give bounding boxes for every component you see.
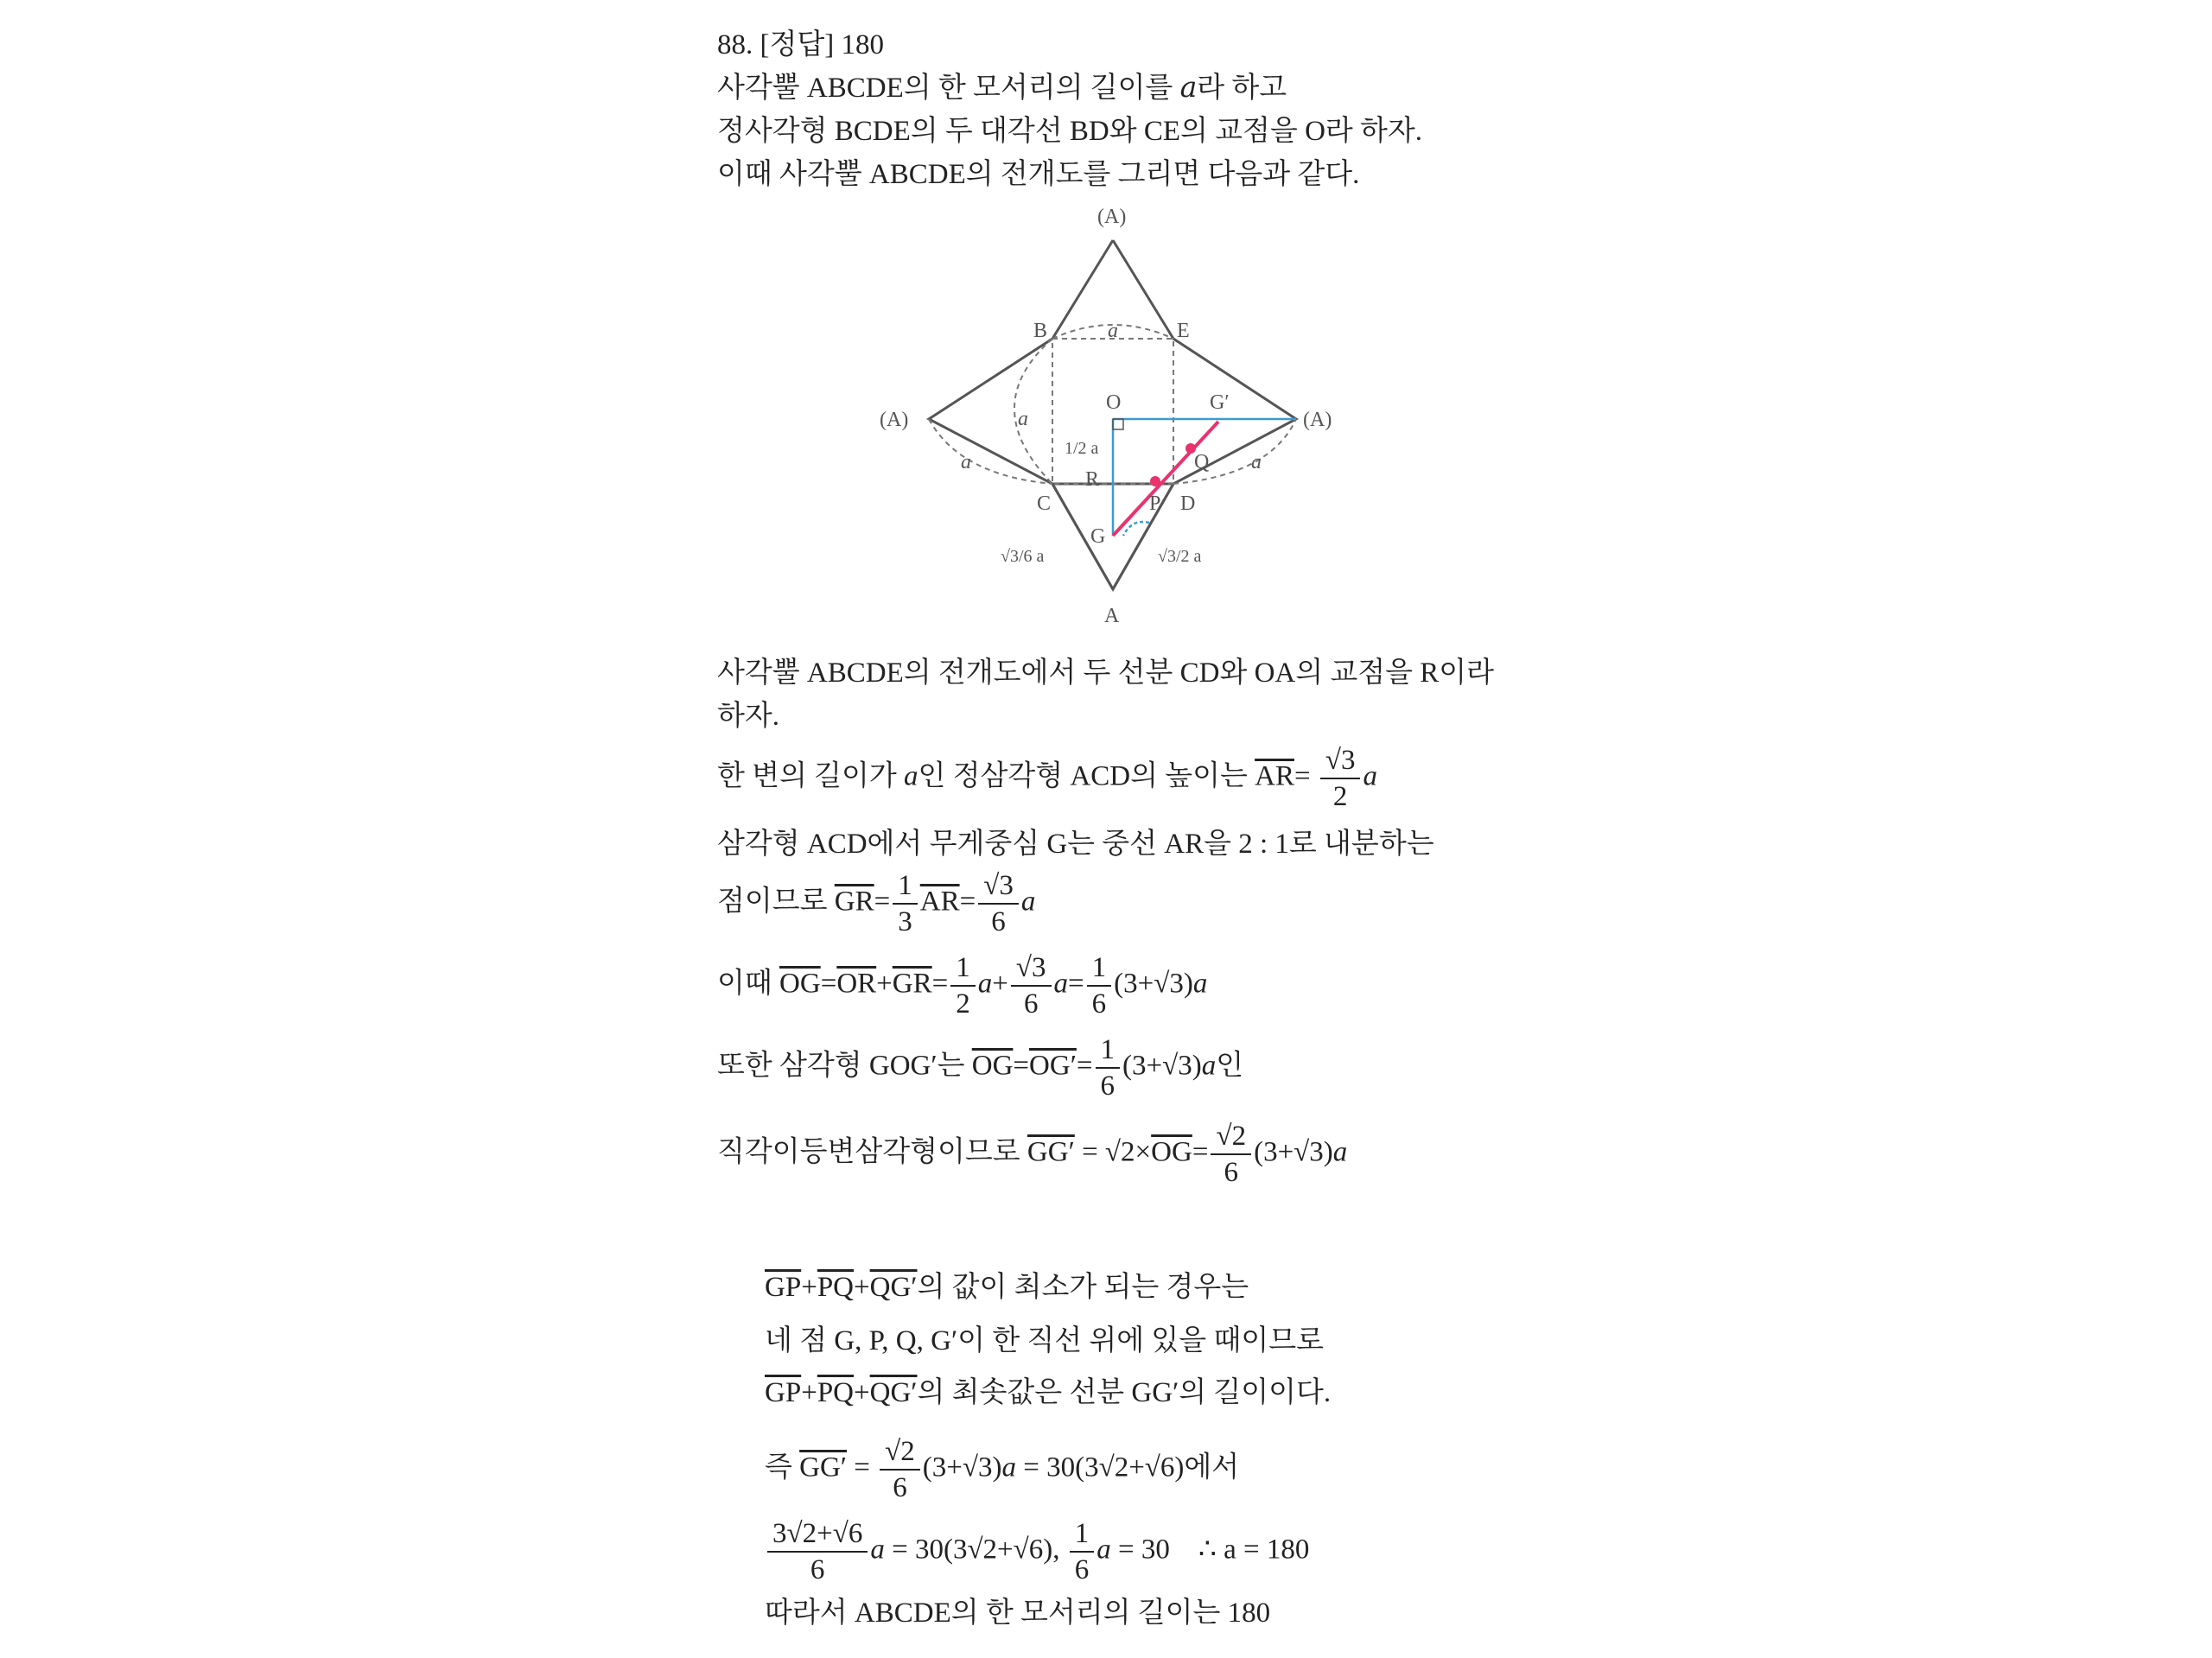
problem-number: 88. (717, 29, 753, 60)
point-r-label: R (1085, 468, 1100, 491)
apex-top-label: (A) (1097, 206, 1127, 228)
point-g-label: G (1090, 525, 1106, 548)
conclusion-line-5: $\frac{3√2+√6}{6}$ a = 30(3√2+√6), $\frac{1}{6}$ a = 30 ∴ a = 180 (765, 1516, 1309, 1587)
apex-left-label: (A) (880, 409, 909, 431)
conclusion-line-4: 즉 GG′ = $\frac{√2}{6}$ (3+√3)a = 30(3√2+√6)에서 (765, 1436, 1240, 1503)
conclusion-line-1: $\overline{GP}+\overline{PQ}+QG'$의 값이 최소가 되는 경우는 (765, 1272, 1249, 1303)
body-line-6: 이때 $\overline{OG}=\overline{OR}+\overline{GR}=$ $\frac{1}{2}$ a+ $\frac{√3}{6}$ a= $\frac{1}{6}$ (3+√3)a (717, 952, 1208, 1020)
conclusion-line-6: 따라서 ABCDE의 한 모서리의 길이는 180 (765, 1598, 1271, 1629)
apex-right-label: (A) (1303, 409, 1332, 431)
vertex-d-label: D (1180, 492, 1196, 515)
body-line-8: 직각이등변삼각형이므로 $GG' = √2\times\overline{OG}=$ $\frac{√2}{6}$ (3+√3)a (717, 1121, 1348, 1188)
body-line-5: 점이므로 $\overline{GR}=$ $\frac{1}{3}$ $\overline{AR}=$ $\frac{√3}{6}$ a (717, 870, 1036, 937)
answer-header (717, 26, 884, 64)
body-line-7: 또한 삼각형 GOG′는 $\overline{OG}=OG'=$ $\frac{1}{6}$ (3+√3)a인 (717, 1034, 1244, 1102)
sqrt3-over-2-a-label: √3/2 a (1158, 547, 1202, 566)
edge-a-lower-right-label: a (1251, 451, 1262, 473)
point-p-label: P (1149, 492, 1161, 515)
vertex-c-label: C (1037, 492, 1052, 515)
point-g-prime-label: G′ (1210, 391, 1230, 414)
body-line-3: 한 변의 길이가 a인 정삼각형 ACD의 높이는 $\overline{AR}=$ $\frac{√3}{2}$ a (717, 745, 1377, 812)
edge-a-lower-left-label: a (961, 451, 971, 473)
conclusion-line-2: 네 점 G, P, Q, G′이 한 직선 위에 있을 때이므로 (765, 1325, 1324, 1356)
edge-a-top-label: a (1108, 320, 1118, 342)
half-a-label: 1/2 a (1065, 439, 1099, 458)
point-q-label: Q (1194, 451, 1210, 473)
edge-a-left-label: a (1018, 408, 1028, 430)
pyramid-net-diagram (864, 199, 1365, 648)
intro-line-1: 사각뿔 ABCDE의 한 모서리의 길이를 𝑎라 하고 (717, 73, 1287, 104)
apex-bottom-label: A (1104, 605, 1120, 627)
intro-line-3: 이때 사각뿔 ABCDE의 전개도를 그리면 다음과 같다. (717, 159, 1360, 190)
body-line-2: 하자. (717, 701, 780, 732)
conclusion-line-3: $\overline{GP}+\overline{PQ}+QG'$의 최솟값은 선분 GG′의 길이이다. (765, 1377, 1332, 1408)
point-o-label: O (1106, 391, 1122, 414)
vertex-e-label: E (1177, 320, 1190, 342)
intro-line-2: 정사각형 BCDE의 두 대각선 BD와 CE의 교점을 O라 하자. (717, 116, 1423, 147)
body-line-1: 사각뿔 ABCDE의 전개도에서 두 선분 CD와 OA의 교점을 R이라 (717, 657, 1495, 689)
answer-label: [정답] (760, 29, 835, 60)
answer-value: 180 (841, 29, 884, 60)
vertex-b-label: B (1033, 320, 1048, 342)
body-line-4: 삼각형 ACD에서 무게중심 G는 중선 AR을 2 : 1로 내분하는 (717, 829, 1434, 860)
sqrt3-over-6-a-label: √3/6 a (1001, 547, 1045, 566)
